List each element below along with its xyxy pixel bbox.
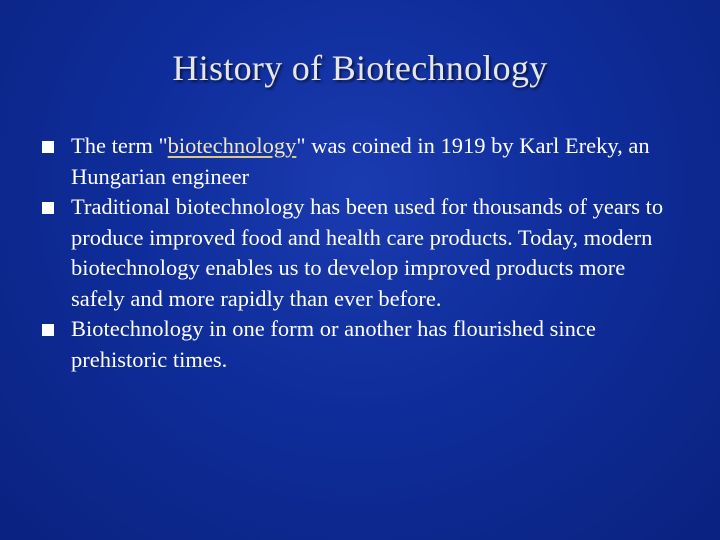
bullet-item-term-origin	[0, 131, 720, 192]
biotechnology-link[interactable]: biotechnology	[167, 133, 297, 158]
square-bullet-icon	[42, 141, 54, 153]
bullet-text: Traditional biotechnology has been used for thousands of years to produce improved food and health care products. Today, modern biotechnology enables us to develop improved products more safely and more rapidly than ever before.	[71, 194, 664, 311]
bullet-text-suffix: " was coined in 1919 by Karl Ereky, an Hungarian engineer	[71, 133, 650, 189]
bullet-item-prehistoric	[0, 314, 720, 375]
bullet-text-prefix: The term "	[71, 133, 168, 158]
bullet-item-traditional	[0, 192, 720, 314]
square-bullet-icon	[42, 324, 54, 336]
bullet-text: Biotechnology in one form or another has flourished since prehistoric times.	[71, 316, 596, 372]
slide-title: History of Biotechnology	[172, 48, 548, 88]
square-bullet-icon	[42, 202, 54, 214]
bullet-list	[0, 131, 720, 375]
